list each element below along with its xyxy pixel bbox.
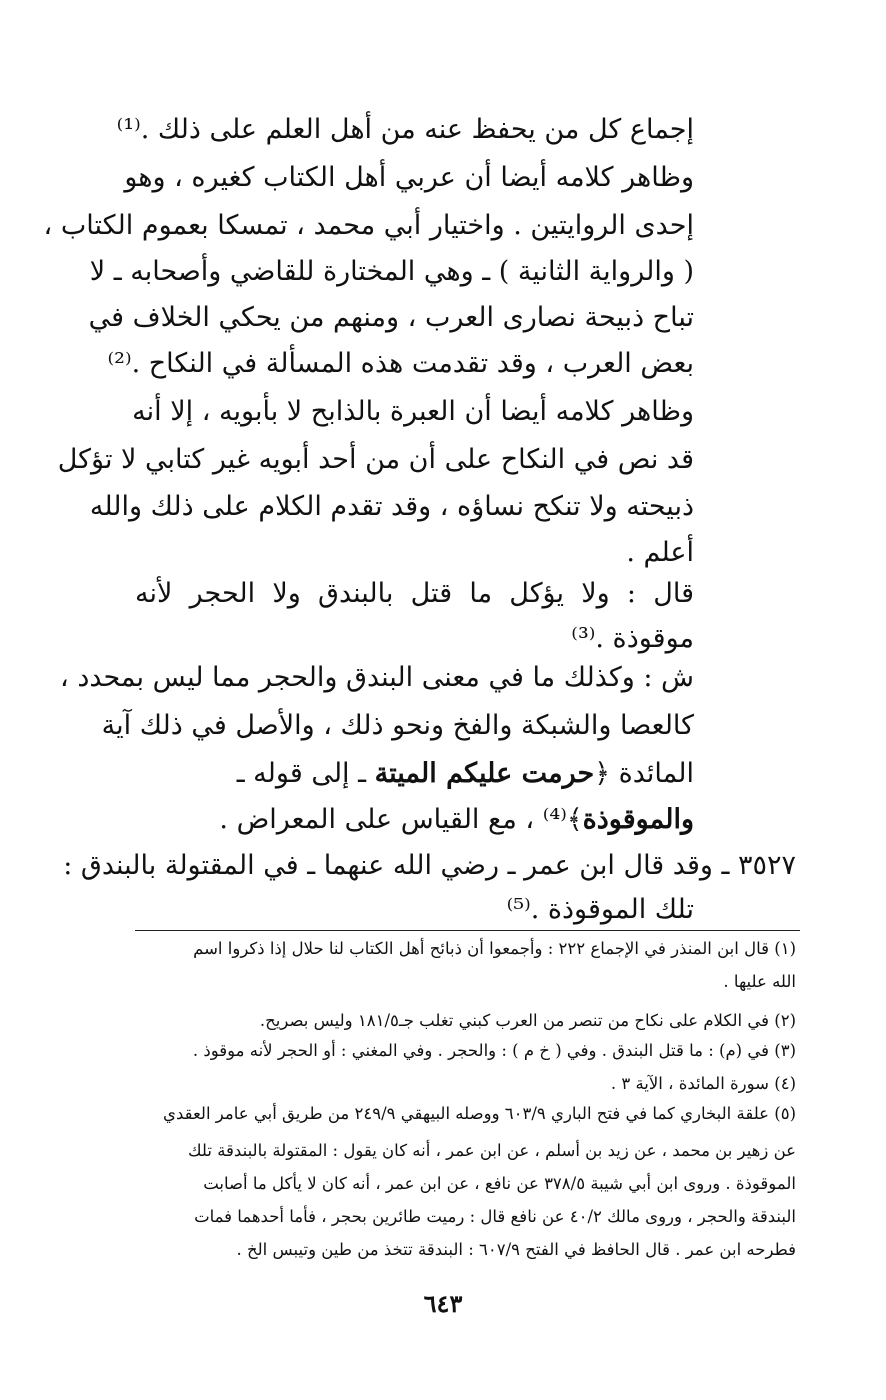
text-line-5: تباح ذبيحة نصارى العرب ، ومنهم من يحكي الخلاف في [88,302,694,333]
footnote-divider [135,930,800,931]
footnote-5-line-4: البندقة والحجر ، وروى مالك ٤٠/٢ عن نافع قال : رميت طائرين بحجر ، فأما أحدهما فمات [194,1207,796,1226]
quran-verse-text: حرمت عليكم الميتة [374,758,595,789]
text-line-3: إحدى الروايتين . واختيار أبي محمد ، تمسكا بعموم الكتاب ، [43,210,694,241]
quran-verse-end: والموقوذة [582,804,694,835]
text-line-8: قد نص في النكاح على أن من أحد أبويه غير كتابي لا تؤكل [57,444,694,475]
text-line-17: ٣٥٢٧ ـ وقد قال ابن عمر ـ رضي الله عنهما ـ في المقتولة بالبندق : [63,850,796,881]
text-line-13: ش : وكذلك ما في معنى البندق والحجر مما ليس بمحدد ، [60,662,694,693]
text-line-4: ( والرواية الثانية ) ـ وهي المختارة للقاضي وأصحابه ـ لا [89,256,694,287]
text-line-15 [135,760,694,787]
text-line-6: بعض العرب ، وقد تقدمت هذه المسألة في النكاح .⁽²⁾ [107,348,694,379]
text-line-9: ذبيحته ولا تنكح نساؤه ، وقد تقدم الكلام على ذلك والله [89,491,694,522]
footnote-3: (٣) في (م) : ما قتل البندق . وفي ( خ م ) : والحجر . وفي المغني : أو الحجر لأنه موقوذ . [192,1041,796,1060]
footnote-5-line-5: فطرحه ابن عمر . قال الحافظ في الفتح ٦٠٧/٩ : البندقة تتخذ من طين وتيبس الخ . [236,1240,796,1259]
text-line-18: تلك الموقوذة .⁽⁵⁾ [506,894,694,925]
footnote-1-line-1: (١) قال ابن المنذر في الإجماع ٢٢٢ : وأجمعوا أن ذبائح أهل الكتاب لنا حلال إذا ذكروا اسم [193,939,796,958]
text-line-7: وظاهر كلامه أيضا أن العبرة بالذابح لا بأبويه ، إلا أنه [132,396,694,427]
footnote-4: (٤) سورة المائدة ، الآية ٣ . [610,1074,796,1093]
footnote-2: (٢) في الكلام على نكاح من تنصر من العرب كبني تغلب جـ١٨١/٥ وليس بصريح. [259,1011,796,1030]
text-line-16 [219,806,694,833]
text-line-12: موقوذة .⁽³⁾ [571,623,694,654]
footnote-5-line-2: عن زهير بن محمد ، عن زيد بن أسلم ، عن ابن عمر ، أنه كان يقول : المقتولة بالبندقة تلك [187,1141,796,1160]
footnote-1-line-2: الله عليها . [723,972,796,991]
text-line-10: أعلم . [626,537,694,568]
text-line-2: وظاهر كلامه أيضا أن عربي أهل الكتاب كغيره ، وهو [124,162,694,193]
footnote-5-line-1: (٥) علقة البخاري كما في فتح الباري ٦٠٣/٩ ووصله البيهقي ٢٤٩/٩ من طريق أبي عامر العقدي [163,1104,796,1123]
text-line-14: كالعصا والشبكة والفخ ونحو ذلك ، والأصل في ذلك آية [101,710,694,741]
text-line-11: قال : ولا يؤكل ما قتل بالبندق ولا الحجر لأنه [135,578,694,609]
verse-continuation: ـ إلى قوله ـ [236,758,375,789]
quran-open-bracket: المائدة ﴿ [594,758,694,789]
verse-close-text: ﴾⁽⁴⁾ ، مع القياس على المعراض . [219,804,583,835]
page-number: ٦٤٣ [423,1289,463,1318]
footnote-5-line-3: الموقوذة . وروى ابن أبي شيبة ٣٧٨/٥ عن نافع ، عن ابن عمر ، أنه كان لا يأكل ما أصابت [203,1174,796,1193]
text-line-1: إجماع كل من يحفظ عنه من أهل العلم على ذلك .⁽¹⁾ [116,114,694,145]
